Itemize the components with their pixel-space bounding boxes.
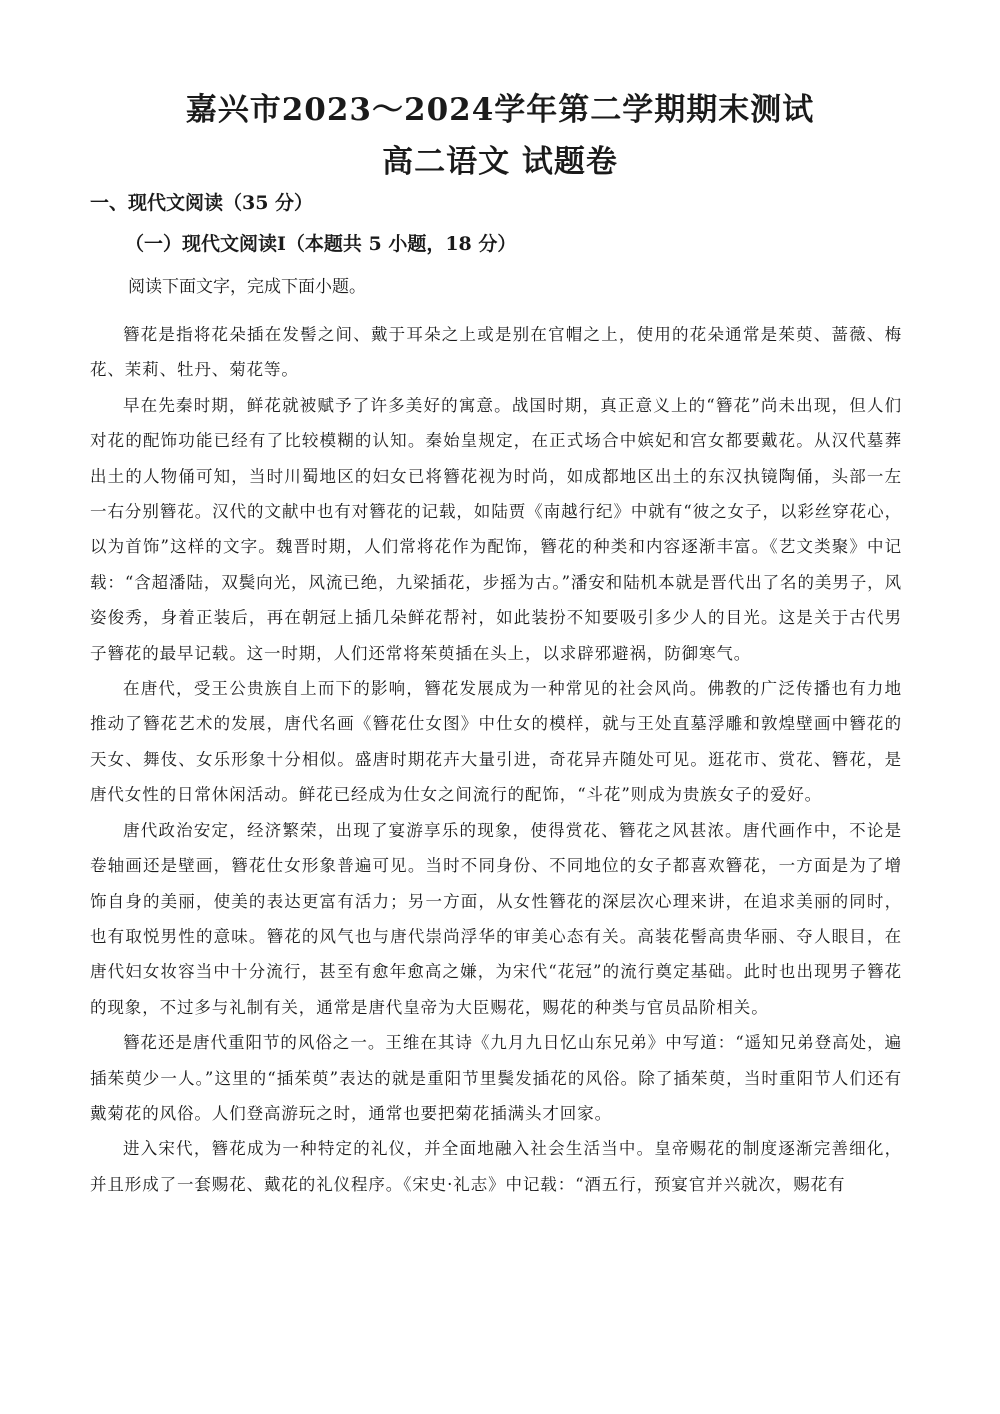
section-heading: 一、现代文阅读（35 分） [90,192,314,214]
exam-subtitle: 高二语文 试题卷 [382,144,618,180]
passage-paragraph: 在唐代，受王公贵族自上而下的影响，簪花发展成为一种常见的社会风尚。佛教的广泛传播也有力地推动了簪花艺术的发展，唐代名画《簪花仕女图》中仕女的模样，就与王处直墓浮雕和敦煌壁画中簪花的天女、舞伎、女乐形象十分相似。盛唐时期花卉大量引进，奇花异卉随处可见。逛花市、赏花、簪花，是唐代女性的日常休闲活动。鲜花已经成为仕女之间流行的配饰，“斗花”则成为贵族女子的爱好。 [90,679,902,805]
exam-title: 嘉兴市2023～2024学年第二学期期末测试 [185,92,815,128]
subsection-heading: （一）现代文阅读Ⅰ（本题共 5 小题，18 分） [125,233,517,255]
reading-passage [90,317,902,1202]
passage-paragraph: 早在先秦时期，鲜花就被赋予了许多美好的寓意。战国时期，真正意义上的“簪花”尚未出现，但人们对花的配饰功能已经有了比较模糊的认知。秦始皇规定，在正式场合中嫔妃和宫女都要戴花。从汉代墓葬出土的人物俑可知，当时川蜀地区的妇女已将簪花视为时尚，如成都地区出土的东汉执镜陶俑，头部一左一右分别簪花。汉代的文献中也有对簪花的记载，如陆贾《南越行纪》中就有“彼之女子，以彩丝穿花心，以为首饰”这样的文字。魏晋时期，人们常将花作为配饰，簪花的种类和内容逐渐丰富。《艺文类聚》中记载：“含超潘陆，双鬓向光，风流已绝，九梁插花，步摇为古。”潘安和陆机本就是晋代出了名的美男子，风姿俊秀，身着正装后，再在朝冠上插几朵鲜花帮衬，如此装扮不知要吸引多少人的目光。这是关于古代男子簪花的最早记载。这一时期，人们还常将茱萸插在头上，以求辟邪避祸，防御寒气。 [90,395,902,663]
passage-paragraph: 唐代政治安定，经济繁荣，出现了宴游享乐的现象，使得赏花、簪花之风甚浓。唐代画作中，不论是卷轴画还是壁画，簪花仕女形象普遍可见。当时不同身份、不同地位的女子都喜欢簪花，一方面是为了增饰自身的美丽，使美的表达更富有活力；另一方面，从女性簪花的深层次心理来讲，在追求美丽的同时，也有取悦男性的意味。簪花的风气也与唐代崇尚浮华的审美心态有关。高装花髻高贵华丽、夺人眼目，在唐代妇女妆容当中十分流行，甚至有愈年愈高之嫌，为宋代“花冠”的流行奠定基础。此时也出现男子簪花的现象，不过多与礼制有关，通常是唐代皇帝为大臣赐花，赐花的种类与官员品阶相关。 [90,820,902,1017]
passage-paragraph: 簪花是指将花朵插在发髻之间、戴于耳朵之上或是别在官帽之上，使用的花朵通常是茱萸、蔷薇、梅花、茉莉、牡丹、菊花等。 [90,325,902,380]
passage-paragraph: 簪花还是唐代重阳节的风俗之一。王维在其诗《九月九日忆山东兄弟》中写道：“遥知兄弟登高处，遍插茱萸少一人。”这里的“插茱萸”表达的就是重阳节里鬓发插花的风俗。除了插茱萸，当时重阳节人们还有戴菊花的风俗。人们登高游玩之时，通常也要把菊花插满头才回家。 [90,1033,902,1123]
passage-paragraph: 进入宋代，簪花成为一种特定的礼仪，并全面地融入社会生活当中。皇帝赐花的制度逐渐完善细化，并且形成了一套赐花、戴花的礼仪程序。《宋史·礼志》中记载：“酒五行，预宴官并兴就次，赐花有 [90,1139,902,1194]
reading-instruction: 阅读下面文字，完成下面小题。 [128,277,366,297]
